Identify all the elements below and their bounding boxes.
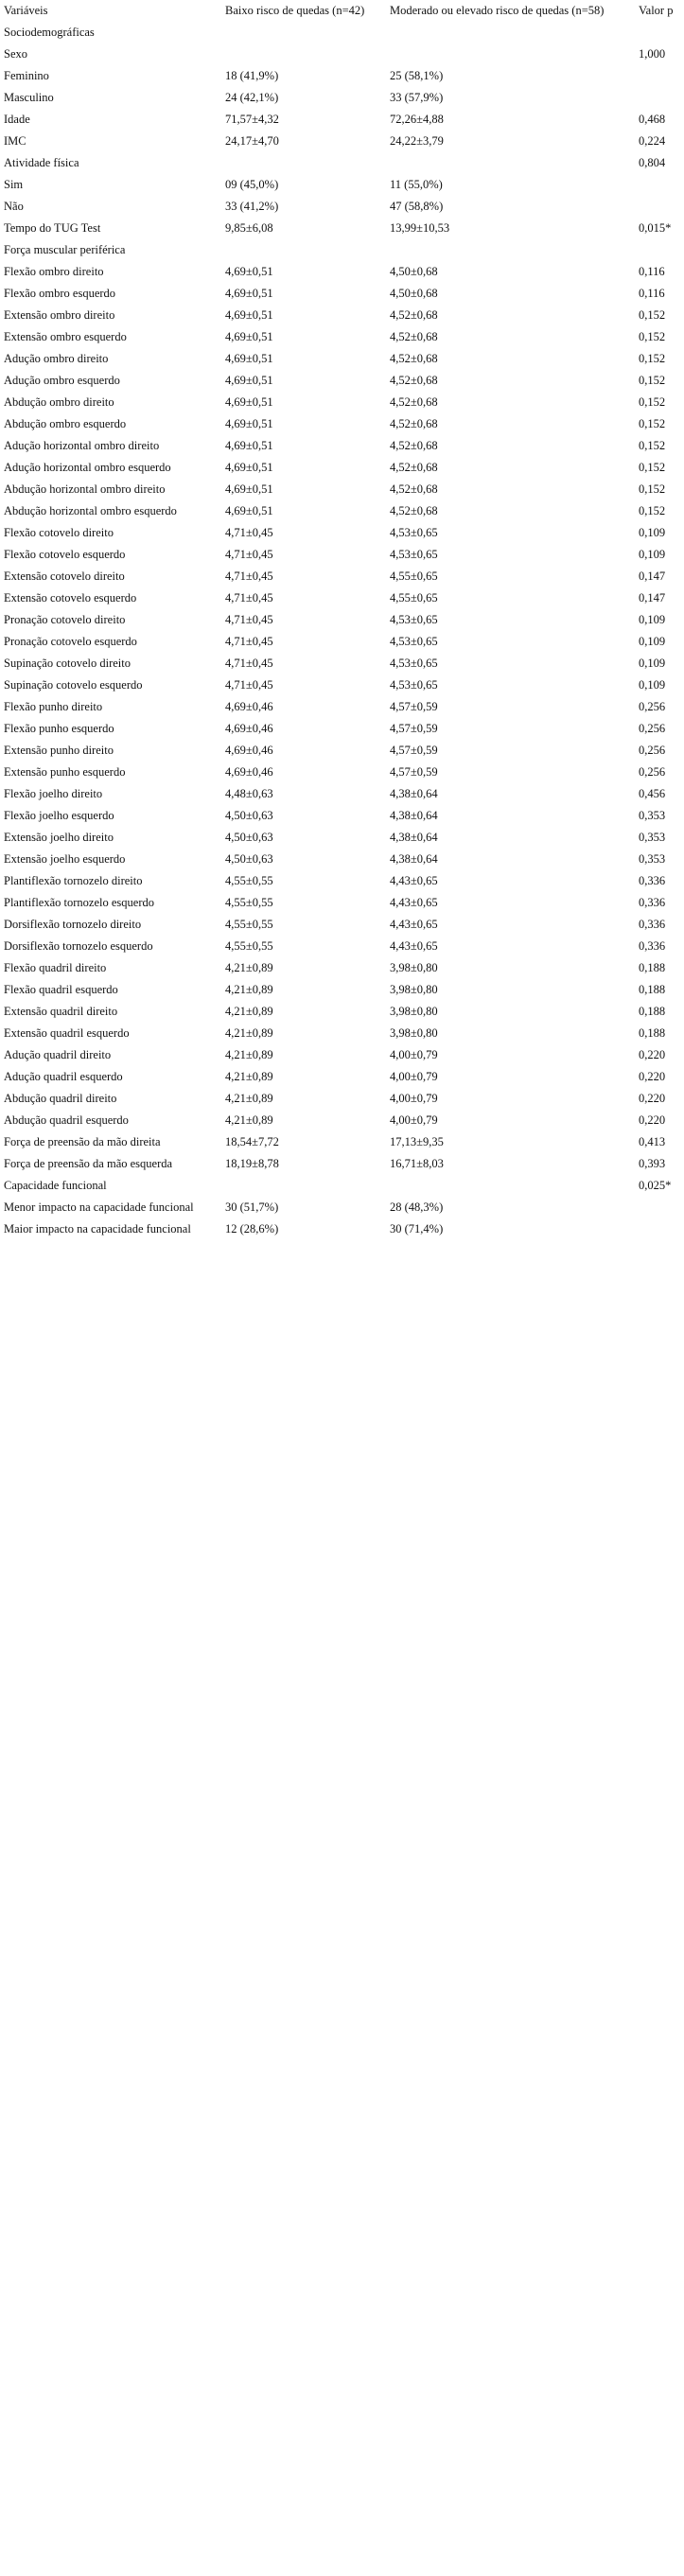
table-row	[0, 957, 684, 979]
table-cell	[635, 196, 684, 218]
table-row	[0, 479, 684, 500]
table-row	[0, 805, 684, 827]
table-row	[0, 22, 684, 44]
table-row	[0, 152, 684, 174]
table-cell: Abdução ombro esquerdo	[4, 417, 127, 430]
table-row	[0, 783, 684, 805]
table-cell: 1,000	[639, 47, 666, 61]
table-row	[0, 1044, 684, 1066]
table-row	[0, 1197, 684, 1218]
table-cell	[635, 22, 684, 44]
table-cell: 4,52±0,68	[390, 374, 438, 387]
table-body	[0, 22, 684, 1240]
table-cell: 33 (57,9%)	[390, 91, 444, 104]
table-cell: 4,50±0,68	[390, 265, 438, 278]
table-cell: 4,00±0,79	[390, 1113, 438, 1127]
table-cell: Adução ombro direito	[4, 352, 109, 365]
table-cell: 4,69±0,51	[225, 439, 273, 452]
table-cell: 4,43±0,65	[390, 874, 438, 887]
table-row	[0, 1001, 684, 1023]
table-cell: Extensão cotovelo esquerdo	[4, 591, 137, 605]
table-cell: 0,152	[639, 374, 666, 387]
header-cell: Variáveis	[4, 4, 48, 17]
table-cell	[635, 65, 684, 87]
table-cell: 4,69±0,51	[225, 308, 273, 322]
table-row	[0, 870, 684, 892]
table-cell: 0,336	[639, 896, 666, 909]
table-cell: 4,57±0,59	[390, 722, 438, 735]
table-cell: 0,152	[639, 439, 666, 452]
table-cell: Adução quadril direito	[4, 1048, 112, 1061]
table-cell: 0,468	[639, 113, 666, 126]
table-row	[0, 762, 684, 783]
table-cell: Feminino	[4, 69, 49, 82]
table-cell: 4,50±0,63	[225, 809, 273, 822]
table-cell: 4,00±0,79	[390, 1048, 438, 1061]
table-cell: 4,57±0,59	[390, 765, 438, 779]
table-cell: 0,109	[639, 613, 666, 626]
table-cell: 0,152	[639, 482, 666, 496]
table-cell: 4,71±0,45	[225, 678, 273, 692]
table-cell: 71,57±4,32	[225, 113, 279, 126]
table-cell: 3,98±0,80	[390, 983, 438, 996]
table-cell: 4,69±0,51	[225, 461, 273, 474]
table-cell: 0,220	[639, 1113, 666, 1127]
table-cell: 0,220	[639, 1070, 666, 1083]
table-cell: Flexão ombro direito	[4, 265, 104, 278]
table-cell: Sexo	[4, 47, 27, 61]
table-cell: 4,00±0,79	[390, 1070, 438, 1083]
table-cell: 0,116	[639, 287, 665, 300]
table-cell: 4,55±0,55	[225, 896, 273, 909]
table-cell: 4,43±0,65	[390, 939, 438, 953]
table-cell: 4,38±0,64	[390, 787, 438, 800]
table-cell: 0,256	[639, 700, 666, 713]
table-cell: Sim	[4, 178, 24, 191]
table-cell: Extensão cotovelo direito	[4, 570, 125, 583]
table-cell: 4,50±0,63	[225, 831, 273, 844]
table-cell: 0,015*	[639, 221, 672, 235]
table-cell: 0,109	[639, 678, 666, 692]
table-cell: 0,109	[639, 526, 666, 539]
table-row	[0, 1218, 684, 1240]
table-cell: 4,50±0,68	[390, 287, 438, 300]
table-cell	[386, 152, 635, 174]
table-cell	[386, 239, 635, 261]
table-row	[0, 435, 684, 457]
table-row	[0, 718, 684, 740]
table-cell: 0,188	[639, 1026, 666, 1040]
table-row	[0, 1023, 684, 1044]
table-row	[0, 979, 684, 1001]
table-cell: Flexão quadril direito	[4, 961, 107, 974]
table-cell: 30 (51,7%)	[225, 1200, 279, 1214]
table-cell: 3,98±0,80	[390, 961, 438, 974]
table-cell: Menor impacto na capacidade funcional	[4, 1200, 194, 1214]
table-cell	[635, 1218, 684, 1240]
table-cell: Tempo do TUG Test	[4, 221, 101, 235]
table-cell: 4,55±0,55	[225, 874, 273, 887]
table-cell: 3,98±0,80	[390, 1026, 438, 1040]
table-cell: Não	[4, 200, 24, 213]
table-cell: Extensão punho direito	[4, 744, 114, 757]
table-cell: 0,256	[639, 744, 666, 757]
table-row	[0, 827, 684, 849]
table-cell	[386, 1175, 635, 1197]
table-cell: Extensão ombro direito	[4, 308, 115, 322]
table-row	[0, 1066, 684, 1088]
table-cell: Força de preensão da mão direita	[4, 1135, 161, 1148]
table-cell: 4,52±0,68	[390, 417, 438, 430]
table-cell: 0,413	[639, 1135, 666, 1148]
table-cell: 4,52±0,68	[390, 439, 438, 452]
table-row	[0, 500, 684, 522]
table-row	[0, 326, 684, 348]
table-cell: 4,71±0,45	[225, 570, 273, 583]
table-cell: 4,53±0,65	[390, 657, 438, 670]
table-cell: Flexão joelho esquerdo	[4, 809, 114, 822]
table-row	[0, 44, 684, 65]
table-cell: 4,55±0,55	[225, 918, 273, 931]
table-cell: 4,52±0,68	[390, 330, 438, 343]
table-cell: Extensão joelho direito	[4, 831, 114, 844]
table-row	[0, 1088, 684, 1110]
table-cell	[221, 44, 386, 65]
table-row	[0, 174, 684, 196]
table-cell: 4,21±0,89	[225, 1092, 273, 1105]
table-cell: 0,336	[639, 939, 666, 953]
table-cell: Pronação cotovelo direito	[4, 613, 126, 626]
table-cell	[635, 87, 684, 109]
table-row	[0, 196, 684, 218]
table-cell: Maior impacto na capacidade funcional	[4, 1222, 191, 1235]
table-cell: 24,17±4,70	[225, 134, 279, 148]
table-row	[0, 109, 684, 131]
table-cell: 4,21±0,89	[225, 961, 273, 974]
table-cell: 4,69±0,51	[225, 287, 273, 300]
header-cell: Valor p	[639, 4, 674, 17]
table-cell: 4,52±0,68	[390, 482, 438, 496]
table-cell: Abdução ombro direito	[4, 395, 114, 409]
table-cell: Extensão punho esquerdo	[4, 765, 126, 779]
table-cell: 0,109	[639, 548, 666, 561]
table-cell: 4,71±0,45	[225, 613, 273, 626]
table-row	[0, 936, 684, 957]
table-cell: Flexão joelho direito	[4, 787, 103, 800]
table-cell: 4,21±0,89	[225, 1070, 273, 1083]
table-cell: 4,52±0,68	[390, 461, 438, 474]
table-cell: Adução ombro esquerdo	[4, 374, 120, 387]
table-cell: Extensão joelho esquerdo	[4, 852, 126, 866]
table-cell: 12 (28,6%)	[225, 1222, 279, 1235]
table-cell: 4,69±0,51	[225, 482, 273, 496]
table-cell: 30 (71,4%)	[390, 1222, 444, 1235]
table-cell: 4,21±0,89	[225, 1048, 273, 1061]
table-cell: 11 (55,0%)	[390, 178, 443, 191]
table-row	[0, 1175, 684, 1197]
table-row	[0, 914, 684, 936]
table-cell: Flexão cotovelo esquerdo	[4, 548, 126, 561]
table-cell: 4,69±0,51	[225, 417, 273, 430]
table-cell: 4,69±0,51	[225, 352, 273, 365]
table-cell: Masculino	[4, 91, 54, 104]
table-row	[0, 544, 684, 566]
table-cell: 0,220	[639, 1048, 666, 1061]
table-cell: IMC	[4, 134, 26, 148]
table-cell: 0,152	[639, 352, 666, 365]
table-cell: 4,69±0,51	[225, 374, 273, 387]
table-cell: 16,71±8,03	[390, 1157, 444, 1170]
table-cell: 4,43±0,65	[390, 896, 438, 909]
table-row	[0, 696, 684, 718]
table-cell: 4,69±0,46	[225, 700, 273, 713]
table-cell: 4,55±0,65	[390, 570, 438, 583]
table-cell: 0,256	[639, 765, 666, 779]
table-cell: Dorsiflexão tornozelo esquerdo	[4, 939, 153, 953]
table-cell: 0,152	[639, 395, 666, 409]
table-cell: 33 (41,2%)	[225, 200, 279, 213]
table-cell: 0,256	[639, 722, 666, 735]
table-cell: 09 (45,0%)	[225, 178, 279, 191]
table-cell: 0,147	[639, 591, 666, 605]
table-row	[0, 370, 684, 392]
table-cell: 4,43±0,65	[390, 918, 438, 931]
table-cell: 0,188	[639, 1005, 666, 1018]
table-cell: Extensão quadril direito	[4, 1005, 118, 1018]
table-cell: 0,353	[639, 831, 666, 844]
table-cell: 4,57±0,59	[390, 700, 438, 713]
table-row	[0, 1153, 684, 1175]
table-row	[0, 348, 684, 370]
table-row	[0, 261, 684, 283]
table-cell	[221, 152, 386, 174]
table-cell: 0,393	[639, 1157, 666, 1170]
results-table	[0, 0, 684, 1240]
table-cell: 4,57±0,59	[390, 744, 438, 757]
table-cell: Adução horizontal ombro esquerdo	[4, 461, 171, 474]
table-cell: Idade	[4, 113, 30, 126]
header-row	[0, 0, 684, 22]
table-cell: Extensão quadril esquerdo	[4, 1026, 130, 1040]
table-cell: Dorsiflexão tornozelo direito	[4, 918, 142, 931]
table-row	[0, 522, 684, 544]
table-cell: 0,353	[639, 809, 666, 822]
table-cell: 4,69±0,51	[225, 265, 273, 278]
table-cell: 4,69±0,46	[225, 765, 273, 779]
table-row	[0, 305, 684, 326]
table-cell: 4,38±0,64	[390, 852, 438, 866]
table-cell: Atividade física	[4, 156, 79, 169]
table-cell	[221, 239, 386, 261]
table-row	[0, 392, 684, 413]
table-cell: 3,98±0,80	[390, 1005, 438, 1018]
table-cell: 0,152	[639, 308, 666, 322]
table-cell: 4,69±0,51	[225, 504, 273, 517]
table-cell: 47 (58,8%)	[390, 200, 444, 213]
table-cell: Sociodemográficas	[4, 26, 95, 39]
table-cell: 17,13±9,35	[390, 1135, 444, 1148]
table-cell: 0,152	[639, 504, 666, 517]
table-row	[0, 609, 684, 631]
table-cell: 4,00±0,79	[390, 1092, 438, 1105]
table-cell: 0,188	[639, 961, 666, 974]
table-cell	[635, 239, 684, 261]
table-cell: Força muscular periférica	[4, 243, 126, 256]
table-cell: Pronação cotovelo esquerdo	[4, 635, 137, 648]
table-cell: Flexão cotovelo direito	[4, 526, 114, 539]
table-cell: 4,71±0,45	[225, 526, 273, 539]
table-cell: 0,188	[639, 983, 666, 996]
table-cell: 4,53±0,65	[390, 548, 438, 561]
table-cell: 18 (41,9%)	[225, 69, 279, 82]
table-cell: 4,21±0,89	[225, 1005, 273, 1018]
table-cell: 4,69±0,51	[225, 395, 273, 409]
table-row	[0, 740, 684, 762]
table-cell: 4,55±0,65	[390, 591, 438, 605]
table-row	[0, 65, 684, 87]
header-cell: Moderado ou elevado risco de quedas (n=58)	[390, 4, 605, 17]
table-row	[0, 675, 684, 696]
table-row	[0, 892, 684, 914]
table-row	[0, 283, 684, 305]
table-cell: 0,116	[639, 265, 665, 278]
table-row	[0, 457, 684, 479]
table-cell: 72,26±4,88	[390, 113, 444, 126]
table-cell: 4,48±0,63	[225, 787, 273, 800]
table-cell	[221, 22, 386, 44]
table-cell: Força de preensão da mão esquerda	[4, 1157, 173, 1170]
table-cell: 0,804	[639, 156, 666, 169]
table-cell: 4,38±0,64	[390, 831, 438, 844]
table-cell: 0,152	[639, 461, 666, 474]
table-cell: 4,52±0,68	[390, 352, 438, 365]
header-cell: Baixo risco de quedas (n=42)	[225, 4, 365, 17]
table-cell: 4,38±0,64	[390, 809, 438, 822]
table-cell: Flexão quadril esquerdo	[4, 983, 118, 996]
table-row	[0, 587, 684, 609]
table-cell: 0,224	[639, 134, 666, 148]
table-cell	[386, 44, 635, 65]
table-row	[0, 849, 684, 870]
table-cell: 9,85±6,08	[225, 221, 273, 235]
table-cell: 4,53±0,65	[390, 613, 438, 626]
table-cell: 4,55±0,55	[225, 939, 273, 953]
table-cell	[386, 22, 635, 44]
table-cell: 13,99±10,53	[390, 221, 450, 235]
table-cell: Abdução horizontal ombro direito	[4, 482, 166, 496]
table-cell: 0,109	[639, 635, 666, 648]
table-cell: Flexão punho direito	[4, 700, 103, 713]
table-cell: 0,152	[639, 330, 666, 343]
table-cell: 4,69±0,46	[225, 722, 273, 735]
table-row	[0, 413, 684, 435]
table-cell: Abdução quadril direito	[4, 1092, 117, 1105]
table-cell: 4,71±0,45	[225, 591, 273, 605]
table-cell: 4,52±0,68	[390, 504, 438, 517]
table-cell: 0,456	[639, 787, 666, 800]
table-cell: 4,21±0,89	[225, 1113, 273, 1127]
table-cell	[635, 174, 684, 196]
table-cell: 18,19±8,78	[225, 1157, 279, 1170]
table-cell: 0,336	[639, 874, 666, 887]
table-cell: 4,53±0,65	[390, 526, 438, 539]
table-cell: 24 (42,1%)	[225, 91, 279, 104]
table-cell	[221, 1175, 386, 1197]
table-cell: 0,353	[639, 852, 666, 866]
table-row	[0, 218, 684, 239]
table-cell: 4,69±0,46	[225, 744, 273, 757]
table-cell: 4,53±0,65	[390, 635, 438, 648]
table-row	[0, 131, 684, 152]
table-cell: Supinação cotovelo esquerdo	[4, 678, 143, 692]
table-cell: 0,109	[639, 657, 666, 670]
table-cell: 4,50±0,63	[225, 852, 273, 866]
table-cell: 4,71±0,45	[225, 657, 273, 670]
table-row	[0, 1110, 684, 1131]
table-cell: 4,71±0,45	[225, 548, 273, 561]
table-cell: 4,69±0,51	[225, 330, 273, 343]
table-cell: Flexão punho esquerdo	[4, 722, 114, 735]
table-cell: Adução horizontal ombro direito	[4, 439, 160, 452]
table-cell: Supinação cotovelo direito	[4, 657, 131, 670]
table-cell: 18,54±7,72	[225, 1135, 279, 1148]
table-cell: Extensão ombro esquerdo	[4, 330, 127, 343]
table-cell: 0,220	[639, 1092, 666, 1105]
table-cell: 4,21±0,89	[225, 1026, 273, 1040]
table-cell: 28 (48,3%)	[390, 1200, 444, 1214]
table-cell: 4,21±0,89	[225, 983, 273, 996]
table-cell	[635, 1197, 684, 1218]
table-row	[0, 1131, 684, 1153]
table-cell: 4,71±0,45	[225, 635, 273, 648]
table-cell: 0,336	[639, 918, 666, 931]
table-cell: Abdução quadril esquerdo	[4, 1113, 129, 1127]
table-cell: Abdução horizontal ombro esquerdo	[4, 504, 177, 517]
table-cell: Capacidade funcional	[4, 1179, 107, 1192]
table-cell: Flexão ombro esquerdo	[4, 287, 116, 300]
table-row	[0, 239, 684, 261]
table-cell: 24,22±3,79	[390, 134, 444, 148]
table-cell: 0,025*	[639, 1179, 672, 1192]
table-row	[0, 87, 684, 109]
table-row	[0, 631, 684, 653]
table-row	[0, 653, 684, 675]
table-row	[0, 566, 684, 587]
table-cell: 25 (58,1%)	[390, 69, 444, 82]
table-cell: 0,147	[639, 570, 666, 583]
table-cell: 4,52±0,68	[390, 308, 438, 322]
table-cell: 4,52±0,68	[390, 395, 438, 409]
table-cell: Plantiflexão tornozelo direito	[4, 874, 143, 887]
table-cell: 4,53±0,65	[390, 678, 438, 692]
table-cell: 0,152	[639, 417, 666, 430]
table-cell: Adução quadril esquerdo	[4, 1070, 123, 1083]
table-cell: Plantiflexão tornozelo esquerdo	[4, 896, 154, 909]
